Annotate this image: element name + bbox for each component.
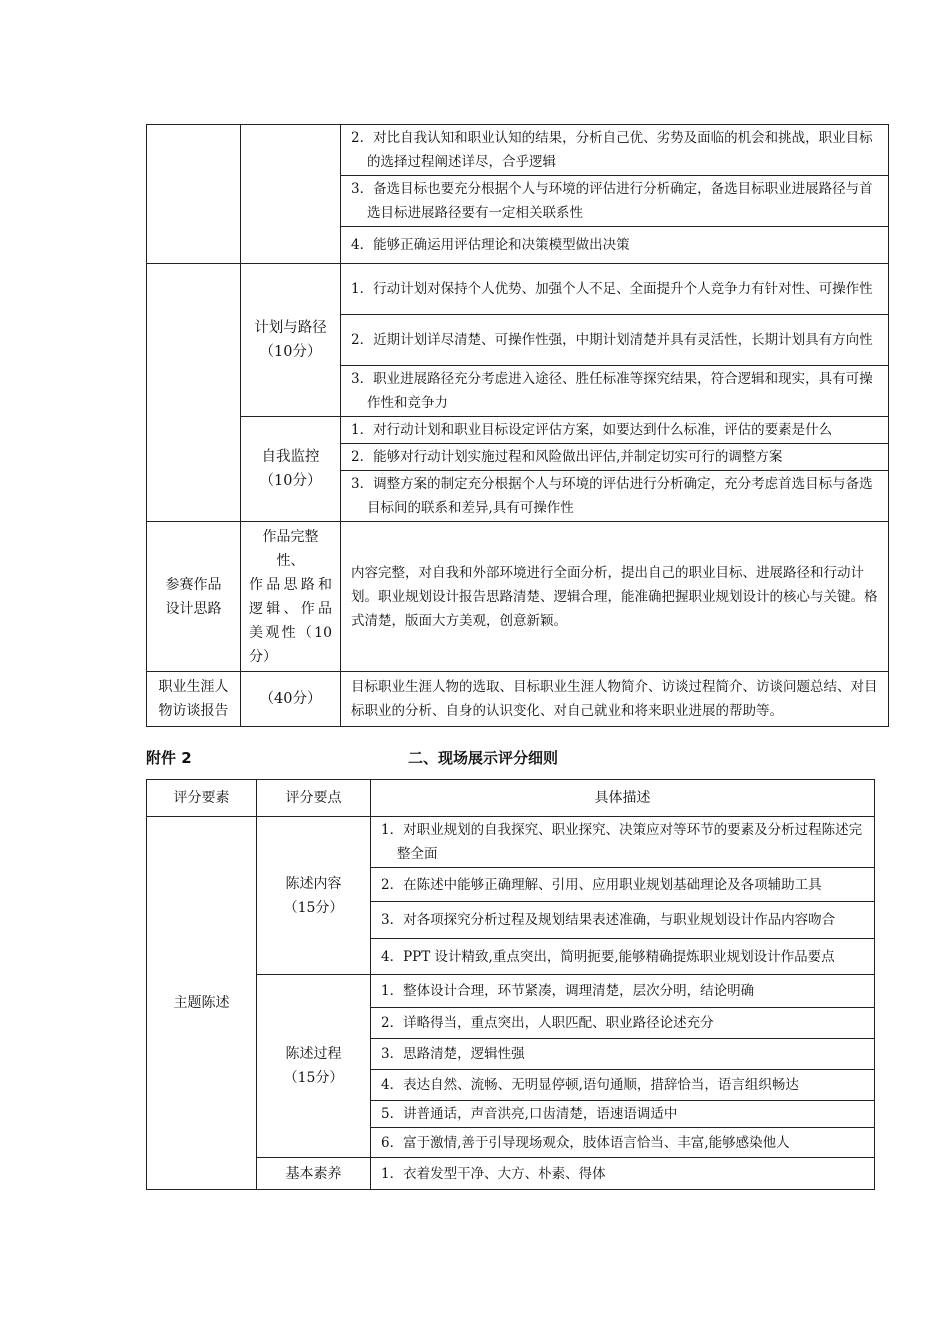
criteria-row: 2．在陈述中能够正确理解、引用、应用职业规划基础理论及各项辅助工具 [371, 868, 875, 902]
statement-process-cell [257, 975, 371, 1158]
design-description: 内容完整，对自我和外部环境进行全面分析，提出自己的职业目标、进展路径和行动计划。职业规划设计报告思路清楚、逻辑合理，能准确把握职业规划设计的核心与关键。格式清楚，版面大方美观，创意新颖。 [341, 522, 889, 672]
plan-label: 计划与路径 [254, 320, 327, 336]
criteria-row: 3．对各项探究分析过程及规划结果表述准确，与职业规划设计作品内容吻合 [371, 902, 875, 939]
self-monitor-cell [241, 417, 341, 522]
header-description: 具体描述 [371, 780, 875, 817]
design-point-line: 作品完整 [262, 528, 319, 545]
criteria-row: 2．对比自我认知和职业认知的结果，分析自己优、劣势及面临的机会和挑战，职业目标的选择过程阐述详尽，合乎逻辑 [341, 125, 889, 176]
design-point-line: 性、 [276, 552, 305, 569]
interview-factor-line: 职业生涯人 [158, 679, 229, 695]
criteria-row: 2．近期计划详尽清楚、可操作性强，中期计划清楚并具有灵活性，长期计划具有方向性 [341, 315, 889, 366]
header-factor: 评分要素 [147, 780, 257, 817]
design-point-cell [241, 522, 341, 672]
design-factor-line: 参赛作品 [165, 576, 222, 593]
criteria-row: 1．行动计划对保持个人优势、加强个人不足、全面提升个人竞争力有针对性、可操作性 [341, 264, 889, 315]
criteria-row: 3．备选目标也要充分根据个人与环境的评估进行分析确定，备选目标职业进展路径与首选目标进展路径要有一定相关联系性 [341, 176, 889, 227]
criteria-row: 1．对职业规划的自我探究、职业探究、决策应对等环节的要素及分析过程陈述完整全面 [371, 817, 875, 868]
statement-content-cell [257, 817, 371, 975]
scoring-table-continued [146, 124, 889, 727]
criteria-row: 2．详略得当，重点突出，人职匹配、职业路径论述充分 [371, 1008, 875, 1039]
interview-description: 目标职业生涯人物的选取、目标职业生涯人物简介、访谈过程简介、访谈问题总结、对目标职业的分析、自身的认识变化、对自己就业和将来职业进展的帮助等。 [341, 672, 889, 727]
point-cell-empty [241, 125, 341, 264]
content-label: 陈述内容 [285, 875, 342, 892]
monitor-score: （10分） [259, 473, 322, 489]
interview-factor-line: 物访谈报告 [158, 703, 229, 719]
factor-cell-empty [147, 264, 241, 522]
interview-factor-cell [147, 672, 241, 727]
process-score: （15分） [283, 1070, 344, 1086]
header-point: 评分要点 [257, 780, 371, 817]
criteria-row: 3．职业进展路径充分考虑进入途径、胜任标准等探究结果，符合逻辑和现实，具有可操作性和竞争力 [341, 366, 889, 417]
interview-score: （40分） [241, 672, 341, 727]
criteria-row: 3．调整方案的制定充分根据个人与环境的评估进行分析确定，充分考虑首选目标与备选目标间的联系和差异,具有可操作性 [341, 471, 889, 522]
criteria-row: 5．讲普通话，声音洪亮,口齿清楚，语速语调适中 [371, 1101, 875, 1128]
criteria-row: 4．表达自然、流畅、无明显停顿,语句通顺，措辞恰当，语言组织畅达 [371, 1070, 875, 1101]
theme-statement-cell: 主题陈述 [147, 817, 257, 1190]
criteria-row: 4．PPT 设计精致,重点突出，简明扼要,能够精确提炼职业规划设计作品要点 [371, 939, 875, 975]
criteria-row: 1．衣着发型干净、大方、朴素、得体 [371, 1158, 875, 1190]
factor-cell-empty [147, 125, 241, 264]
content-score: （15分） [283, 899, 344, 916]
monitor-label: 自我监控 [261, 449, 320, 465]
design-point-line: 逻辑、作品 [249, 600, 332, 617]
design-factor-cell [147, 522, 241, 672]
criteria-row: 3．思路清楚，逻辑性强 [371, 1039, 875, 1070]
design-point-line: 美观性（10 [249, 624, 332, 641]
plan-score: （10分） [259, 344, 322, 360]
basic-quality-cell: 基本素养 [257, 1158, 371, 1190]
process-label: 陈述过程 [285, 1046, 342, 1062]
design-factor-line: 设计思路 [165, 600, 222, 617]
design-point-line: 作品思路和 [249, 576, 332, 593]
attachment-label: 附件 2 [146, 749, 192, 767]
criteria-row: 4．能够正确运用评估理论和决策模型做出决策 [341, 227, 889, 264]
plan-path-cell [241, 264, 341, 417]
design-point-line: 分） [249, 648, 277, 665]
criteria-row: 1．对行动计划和职业目标设定评估方案，如要达到什么标准，评估的要素是什么 [341, 417, 889, 444]
live-presentation-scoring-table [146, 779, 875, 1190]
criteria-row: 2．能够对行动计划实施过程和风险做出评估,并制定切实可行的调整方案 [341, 444, 889, 471]
criteria-row: 6．富于激情,善于引导现场观众，肢体语言恰当、丰富,能够感染他人 [371, 1128, 875, 1158]
criteria-row: 1．整体设计合理，环节紧凑，调理清楚，层次分明，结论明确 [371, 975, 875, 1008]
section-title: 二、现场展示评分细则 [408, 749, 559, 767]
